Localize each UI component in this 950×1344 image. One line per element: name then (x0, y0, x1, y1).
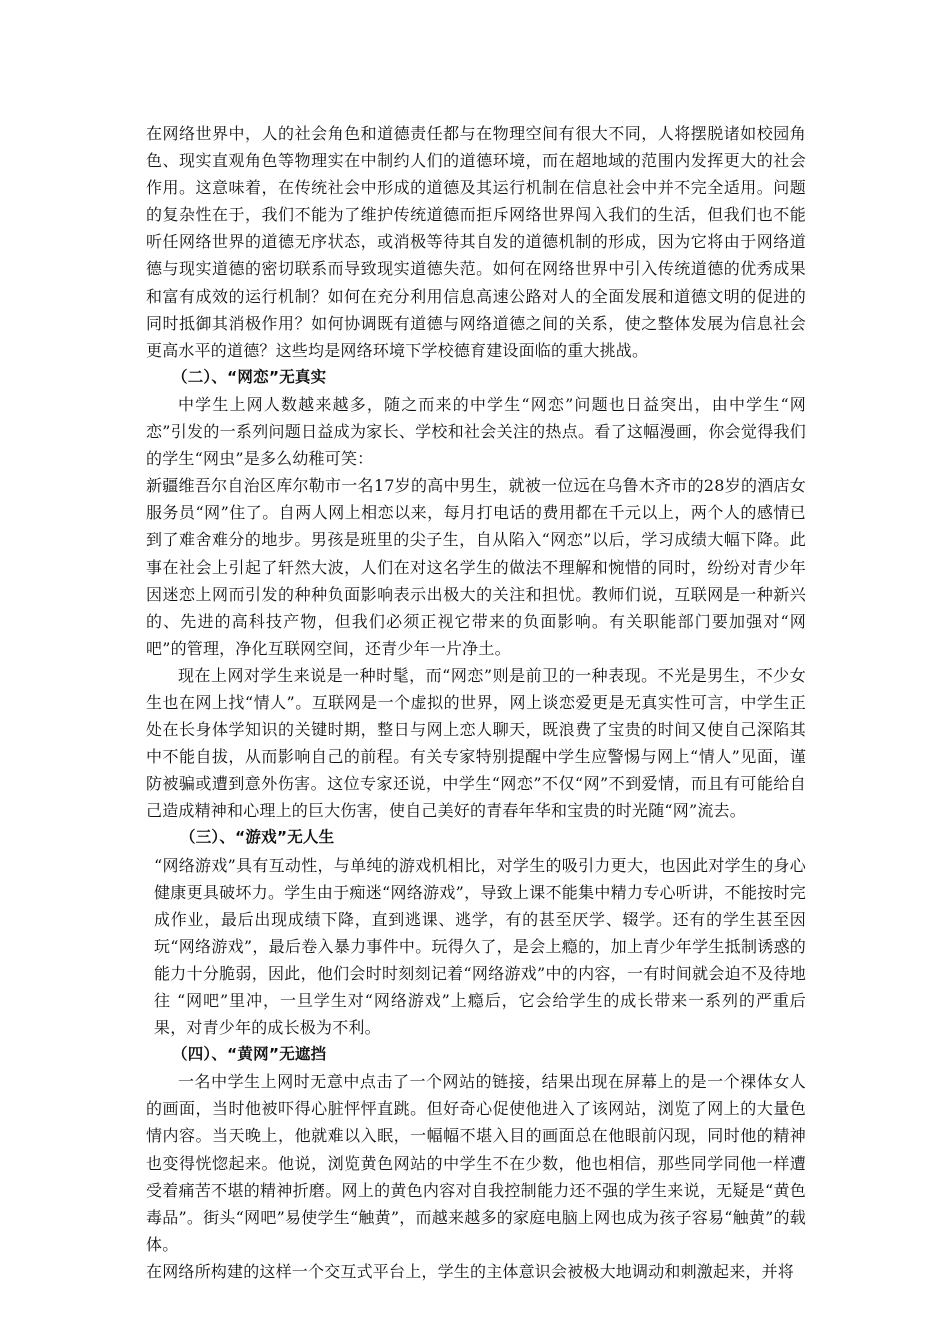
paragraph-online-romance-trend: 现在上网对学生来说是一种时髦，而“网恋”则是前卫的一种表现。不光是男生，不少女生也在网上找“情人”。互联网是一个虚拟的世界，网上谈恋爱更是无真实性可言，中学生正处在长身体学知识的关键时期，整日与网上恋人聊天，既浪费了宝贵的时间又使自己深陷其中不能自拔，从而影响自己的前程。有关专家特别提醒中学生应警惕与网上“情人”见面，谨防被骗或遭到意外伤害。这位专家还说，中学生“网恋”不仅“网”不到爱情，而且有可能给自己造成精神和心理上的巨大伤害，使自己美好的青春年华和宝贵的时光随“网”流去。 (146, 665, 806, 821)
section-heading-online-games: （三）、“游戏”无人生 (180, 828, 335, 847)
paragraph-online-games: “网络游戏”具有互动性，与单纯的游戏机相比，对学生的吸引力更大，也因此对学生的身心健康更具破坏力。学生由于痴迷“网络游戏”，导致上课不能集中精力专心听讲，不能按时完成作业，最后出现成绩下降，直到逃课、逃学，有的甚至厌学、辍学。还有的学生甚至因玩“网络游戏”，最后卷入暴力事件中。玩得久了，是会上瘾的，加上青少年学生抵制诱惑的能力十分脆弱，因此，他们会时时刻刻记着“网络游戏”中的内容，一有时间就会迫不及待地往 “网吧”里冲，一旦学生对“网络游戏”上瘾后，它会给学生的成长带来一系列的严重后果，对青少年的成长极为不利。 (154, 855, 806, 1038)
paragraph-pornography-case: 一名中学生上网时无意中点击了一个网站的链接，结果出现在屏幕上的是一个裸体女人的画面，当时他被吓得心脏怦怦直跳。但好奇心促使他进入了该网站，浏览了网上的大量色情内容。当天晚上，他就难以入眠，一幅幅不堪入目的画面总在他眼前闪现，同时他的精神也变得恍惚起来。他说，浏览黄色网站的中学生不在少数，他也相信，那些同学同他一样遭受着痛苦不堪的精神折磨。网上的黄色内容对自我控制能力还不强的学生来说，无疑是“黄色毒品”。街头“网吧”易使学生“触黄”，而越来越多的家庭电脑上网也成为孩子容易“触黄”的载体。 (146, 1072, 806, 1254)
document-body (146, 120, 806, 1285)
section-heading-online-romance: （二）、“网恋”无真实 (172, 367, 327, 386)
paragraph-online-romance-intro: 中学生上网人数越来越多，随之而来的中学生“网恋”问题也日益突出，由中学生“网恋”引发的一系列问题日益成为家长、学校和社会关注的热点。看了这幅漫画，你会觉得我们的学生“网虫”是多么幼稚可笑： (146, 394, 806, 469)
paragraph-interactive-platform: 在网络所构建的这样一个交互式平台上，学生的主体意识会被极大地调动和刺激起来，并将 (146, 1261, 795, 1281)
section-heading-pornography: （四）、“黄网”无遮挡 (172, 1045, 327, 1064)
paragraph-korla-case: 新疆维吾尔自治区库尔勒市一名17岁的高中男生，就被一位远在乌鲁木齐市的28岁的酒店女服务员“网”住了。自两人网上相恋以来，每月打电话的费用都在千元以上，两个人的感情已到了难舍难分的地步。男孩是班里的尖子生，自从陷入“网恋”以后，学习成绩大幅下降。此事在社会上引起了轩然大波，人们在对这名学生的做法不理解和惋惜的同时，纷纷对青少年因迷恋上网而引发的种种负面影响表示出极大的关注和担忧。教师们说，互联网是一种新兴的、先进的高科技产物，但我们必须正视它带来的负面影响。有关职能部门要加强对“网吧”的管理，净化互联网空间，还青少年一片净土。 (146, 476, 806, 658)
paragraph-moral-challenge: 在网络世界中，人的社会角色和道德责任都与在物理空间有很大不同，人将摆脱诸如校园角色、现实直观角色等物理实在中制约人们的道德环境，而在超地域的范围内发挥更大的社会作用。这意味着，在传统社会中形成的道德及其运行机制在信息社会中并不完全适用。问题的复杂性在于，我们不能为了维护传统道德而拒斥网络世界闯入我们的生活，但我们也不能听任网络世界的道德无序状态，或消极等待其自发的道德机制的形成，因为它将由于网络道德与现实道德的密切联系而导致现实道德失范。如何在网络世界中引入传统道德的优秀成果和富有成效的运行机制？如何在充分利用信息高速公路对人的全面发展和道德文明的促进的同时抵御其消极作用？如何协调既有道德与网络道德之间的关系，使之整体发展为信息社会更高水平的道德？这些均是网络环境下学校德育建设面临的重大挑战。 (146, 124, 806, 360)
